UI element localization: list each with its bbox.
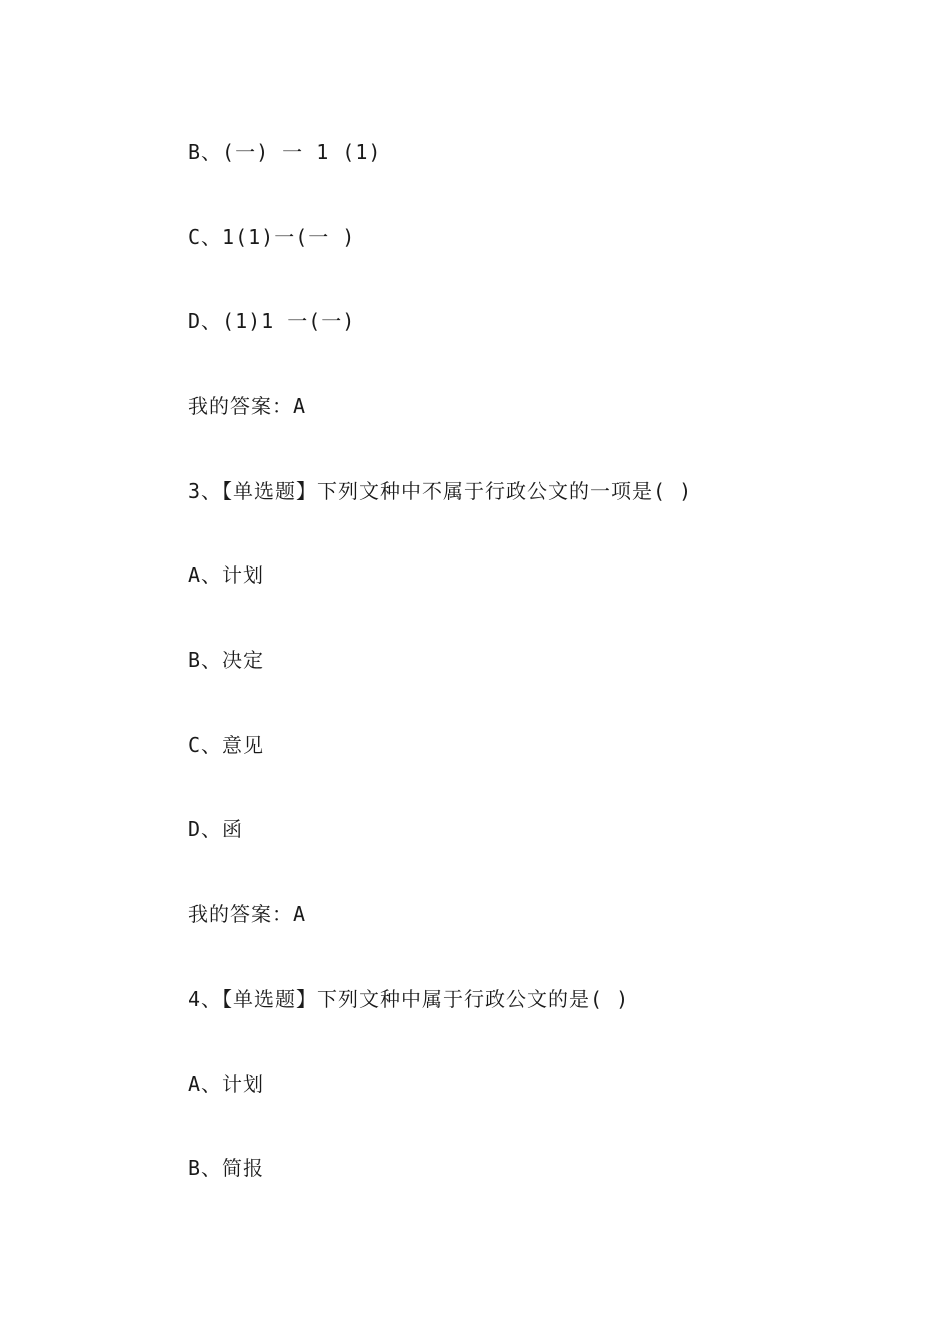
question-3: 3、【单选题】下列文种中不属于行政公文的一项是( ) [188, 479, 693, 503]
q3-my-answer: 我的答案：A [188, 902, 307, 926]
q3-option-d: D、函 [188, 817, 244, 841]
option-c: C、1(1)一(一 ) [188, 225, 356, 249]
q3-option-a: A、计划 [188, 563, 265, 587]
option-b: B、(一) 一 1 (1) [188, 140, 382, 164]
option-d: D、(1)1 一(一) [188, 309, 356, 333]
q3-option-b: B、决定 [188, 648, 265, 672]
question-4: 4、【单选题】下列文种中属于行政公文的是( ) [188, 987, 630, 1011]
q4-option-b: B、简报 [188, 1156, 265, 1180]
q3-option-c: C、意见 [188, 733, 265, 757]
my-answer: 我的答案：A [188, 394, 307, 418]
q4-option-a: A、计划 [188, 1072, 265, 1096]
